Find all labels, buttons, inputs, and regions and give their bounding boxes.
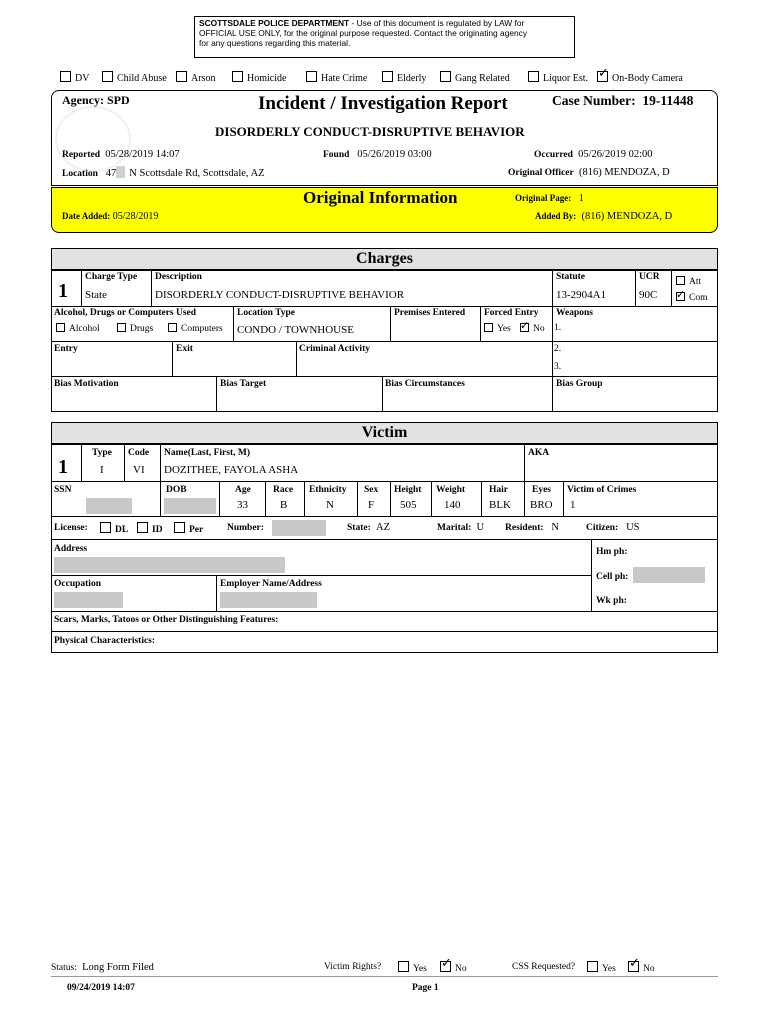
location-redaction [116,166,125,178]
occurred-value: 05/26/2019 02:00 [578,149,653,160]
sex-label: Sex [364,485,379,495]
date-added: Date Added: 05/28/2019 [62,211,159,222]
location-type-label: Location Type [237,308,295,318]
height-label: Height [394,485,422,495]
description-label: Description [155,272,202,282]
description-value: DISORDERLY CONDUCT-DISRUPTIVE BEHAVIOR [155,289,405,301]
forced-entry-no[interactable]: ✓ No [520,323,545,334]
flag-child-abuse[interactable]: Child Abuse [102,71,167,84]
victim-of-crimes-label: Victim of Crimes [567,485,637,495]
home-phone-label: Hm ph: [596,547,628,557]
flag-homicide[interactable]: Homicide [232,71,286,84]
victim-rights-yes-checkbox[interactable] [398,961,409,972]
statute-label: Statute [556,272,586,282]
date-added-value: 05/28/2019 [112,211,159,222]
age-label: Age [235,485,251,495]
eyes-value: BRO [530,499,553,511]
forced-entry-yes[interactable]: Yes [484,323,511,334]
original-officer: Original Officer (816) MENDOZA, D [508,167,670,178]
license-number-label: Number: [227,523,264,533]
victim-code-label: Code [128,448,150,458]
license-dl[interactable]: DL [100,522,128,535]
weight-label: Weight [436,485,466,495]
license-id-checkbox[interactable] [137,522,148,533]
resident-value: N [551,522,559,533]
flag-on-body-camera[interactable]: ✓ On-Body Camera [597,71,683,84]
weapons-2: 2. [554,344,562,354]
marital-value: U [476,522,485,533]
case-number-value: 19-11448 [642,93,694,108]
bias-circumstances-label: Bias Circumstances [385,379,465,389]
flag-gang-related[interactable]: Gang Related [440,71,510,84]
alcohol-checkbox[interactable] [56,323,65,332]
found: Found 05/26/2019 03:00 [323,149,432,160]
license-per-checkbox[interactable] [174,522,185,533]
dob-label: DOB [166,485,187,495]
forced-entry-no-checkbox[interactable] [520,323,529,332]
victim-index: 1 [58,456,68,478]
flag-hate-crime[interactable]: Hate Crime [306,71,367,84]
victim-type-label: Type [92,448,112,458]
resident: Resident: N [505,522,559,533]
css-requested: CSS Requested? [512,962,576,972]
flag-on-body-camera-checkbox[interactable] [597,71,608,82]
print-date: 09/24/2019 14:07 [67,983,135,993]
computers-option[interactable]: Computers [168,323,223,334]
bias-target-label: Bias Target [220,379,267,389]
location-value: N Scottsdale Rd, Scottsdale, AZ [129,168,265,179]
victim-of-crimes-value: 1 [570,499,576,511]
footer-divider [51,976,718,977]
charge-type-value: State [85,289,107,301]
computers-checkbox[interactable] [168,323,177,332]
reported: Reported 05/28/2019 14:07 [62,149,180,160]
usage-notice [194,16,575,58]
height-value: 505 [400,499,417,511]
criminal-activity-label: Criminal Activity [299,344,370,354]
address-redaction [54,557,285,573]
report-title: Incident / Investigation Report [258,93,508,114]
page-number: Page 1 [412,983,439,993]
status: Status: Long Form Filed [51,962,154,973]
dob-redaction [164,498,216,514]
citizen-value: US [626,522,640,533]
occurred: Occurred 05/26/2019 02:00 [534,149,653,160]
citizen: Citizen: US [586,522,640,533]
cell-phone-redaction [633,567,705,583]
charge-index: 1 [58,280,68,302]
weight-value: 140 [444,499,461,511]
original-page: Original Page: 1 [515,193,584,204]
license-row: License: [54,523,88,533]
forced-entry-label: Forced Entry [484,308,539,318]
race-label: Race [273,485,294,495]
victim-type-value: I [100,464,104,476]
ssn-label: SSN [54,485,72,495]
eyes-label: Eyes [532,485,551,495]
notice-org: SCOTTSDALE POLICE DEPARTMENT [199,18,350,28]
police-seal-watermark [55,106,131,172]
license-state-value: AZ [376,522,390,533]
flag-liquor-est[interactable]: Liquor Est. [528,71,588,84]
drugs-checkbox[interactable] [117,323,126,332]
hair-label: Hair [489,485,508,495]
com-option[interactable]: ✓Com [676,292,707,303]
sex-value: F [368,499,375,511]
flag-arson[interactable]: Arson [176,71,215,84]
bias-group-label: Bias Group [556,379,603,389]
charge-type-label: Charge Type [85,272,138,282]
notice-line2: OFFICIAL USE ONLY, for the original purpose requested. Contact the originating agency [199,28,528,38]
race-value: B [280,499,288,511]
flag-child-abuse-checkbox[interactable] [102,71,113,82]
found-value: 05/26/2019 03:00 [357,149,432,160]
adc-label: Alcohol, Drugs or Computers Used [54,308,197,318]
ethnicity-label: Ethnicity [309,485,347,495]
location: Location 47 N Scottsdale Rd, Scottsdale, AZ [62,168,265,179]
notice-line1: - Use of this document is regulated by LAW for [349,18,525,28]
license-number-redaction [272,520,326,536]
occupation-label: Occupation [54,579,101,589]
forced-entry-yes-checkbox[interactable] [484,323,493,332]
original-page-value: 1 [578,193,584,204]
agency-value: SPD [107,93,130,107]
flag-hate-crime-checkbox[interactable] [306,71,317,82]
license-dl-checkbox[interactable] [100,522,111,533]
employer-label: Employer Name/Address [220,579,322,589]
victim-name-value: DOZITHEE, FAYOLA ASHA [164,464,299,476]
victim-section-title: Victim [51,422,718,444]
agency: Agency: SPD [62,93,130,107]
license-per[interactable]: Per [174,522,203,535]
flag-elderly[interactable]: Elderly [382,71,426,84]
exit-label: Exit [176,344,193,354]
ethnicity-value: N [326,499,334,511]
att-checkbox[interactable] [676,276,685,285]
victim-name-label: Name(Last, First, M) [164,448,251,458]
report-subtitle: DISORDERLY CONDUCT-DISRUPTIVE BEHAVIOR [215,124,525,139]
css-requested-no-checkbox[interactable] [628,961,639,972]
css-requested-no[interactable]: ✓ No [628,961,655,974]
added-by: Added By: (816) MENDOZA, D [535,211,673,222]
charges-section-title: Charges [51,248,718,270]
hair-value: BLK [489,499,511,511]
cell-phone-label: Cell ph: [596,572,629,582]
flag-gang-related-checkbox[interactable] [440,71,451,82]
flag-dv-checkbox[interactable] [60,71,71,82]
weapons-3: 3. [554,362,562,372]
alcohol-option[interactable]: Alcohol [56,323,100,334]
victim-rights: Victim Rights? [324,962,382,972]
location-type-value: CONDO / TOWNHOUSE [237,324,354,336]
marital: Marital: U [437,522,485,533]
statute-value: 13-2904A1 [556,289,607,301]
age-value: 33 [237,499,248,511]
ssn-redaction [86,498,132,514]
physical-characteristics-label: Physical Characteristics: [54,636,156,646]
css-requested-yes[interactable]: Yes [587,961,616,974]
scars-marks-label: Scars, Marks, Tatoos or Other Distinguishing Features: [54,615,279,625]
flag-liquor-est-checkbox[interactable] [528,71,539,82]
flag-homicide-checkbox[interactable] [232,71,243,82]
reported-value: 05/28/2019 14:07 [105,149,180,160]
entry-label: Entry [54,344,78,354]
flag-dv[interactable]: DV [60,71,89,84]
victim-rights-no[interactable]: ✓ No [440,961,467,974]
css-requested-yes-checkbox[interactable] [587,961,598,972]
flag-arson-checkbox[interactable] [176,71,187,82]
work-phone-label: Wk ph: [596,596,627,606]
bias-motivation-label: Bias Motivation [54,379,119,389]
att-option[interactable]: Att [676,276,701,287]
premises-entered-label: Premises Entered [394,308,466,318]
original-information-title: Original Information [303,188,458,207]
license-id[interactable]: ID [137,522,163,535]
employer-redaction [220,592,317,608]
notice-line3: for any questions regarding this material. [199,38,351,48]
original-officer-value: (816) MENDOZA, D [578,167,670,178]
flag-elderly-checkbox[interactable] [382,71,393,82]
status-value: Long Form Filed [82,962,154,973]
case-number: Case Number: 19-11448 [552,93,694,108]
ucr-value: 90C [639,289,658,301]
ucr-label: UCR [639,272,660,282]
occupation-redaction [54,592,123,608]
victim-rights-yes[interactable]: Yes [398,961,427,974]
com-checkbox[interactable] [676,292,685,301]
address-label: Address [54,544,88,554]
weapons-label: Weapons [556,308,593,318]
drugs-option[interactable]: Drugs [117,323,153,334]
victim-aka-label: AKA [528,448,550,458]
victim-code-value: VI [133,464,145,476]
added-by-value: (816) MENDOZA, D [581,211,673,222]
victim-rights-no-checkbox[interactable] [440,961,451,972]
license-state: State: AZ [347,522,390,533]
weapons-1: 1. [554,323,562,333]
